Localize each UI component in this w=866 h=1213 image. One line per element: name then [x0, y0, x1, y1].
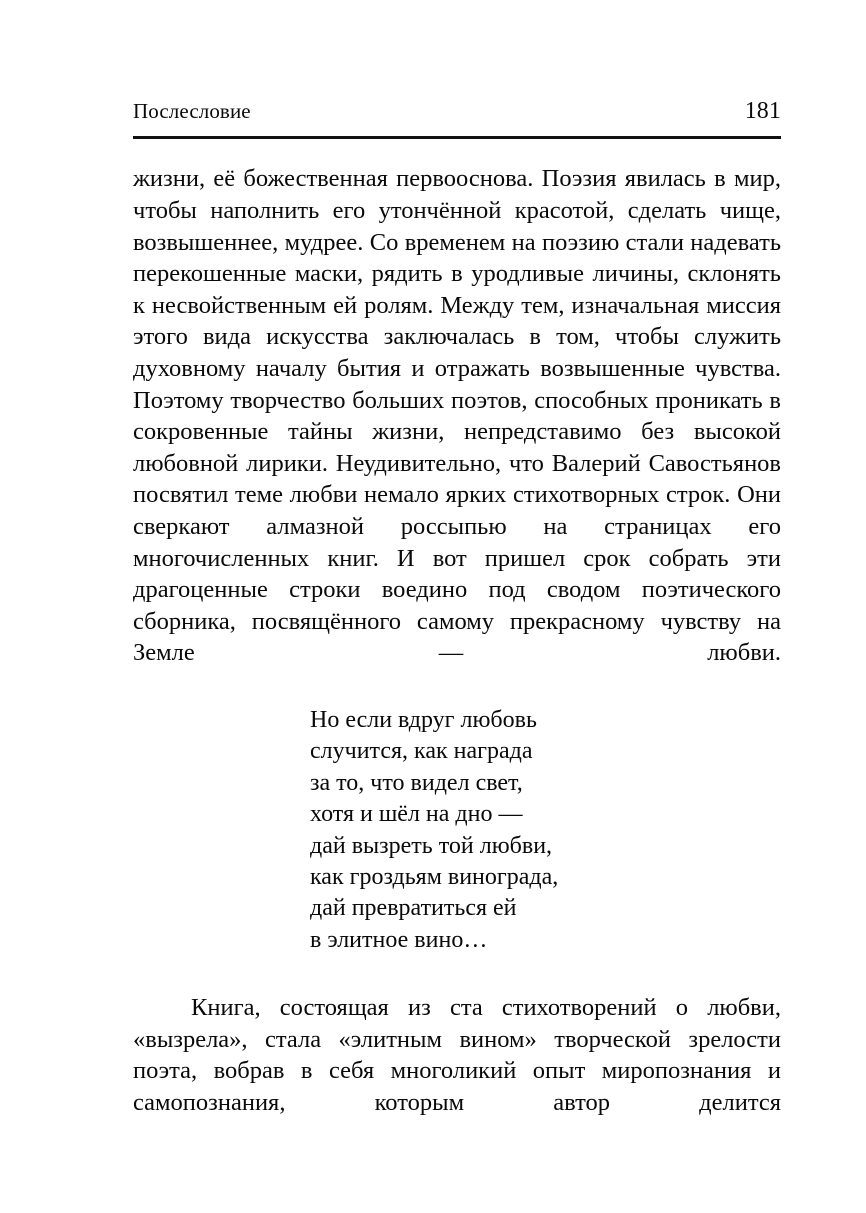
verse-line: случится, как награда: [310, 738, 533, 765]
page-number: 181: [744, 98, 781, 124]
verse-line: хотя и шёл на дно —: [310, 801, 523, 828]
verse-line: за то, что видел свет,: [310, 769, 523, 796]
verse-line: как гроздьям винограда,: [310, 863, 559, 890]
page-content: [133, 98, 781, 1119]
verse-block: [133, 705, 781, 956]
verse-line: Но если вдруг любовь: [310, 706, 537, 733]
body-paragraph-continued: жизни, её божественная первооснова. Поэзия явилась в мир, чтобы наполнить его утончённой красотой, сделать чище, возвышеннее, мудрее. Со временем на поэзию стали надевать перекошенные маски, рядить в уродливые личины, склонять к несвойственным ей ролям. Между тем, изначальная миссия этого вида искусства заключалась в том, чтобы служить духовному началу бытия и отражать возвышенные чувства. Поэтому творчество больших поэтов, способных проникать в сокровенные тайны жизни, непредставимо без высокой любовной лирики. Неудивительно, что Валерий Савостьянов посвятил теме любви немало ярких стихотворных строк. Они сверкают алмазной россыпью на страницах его многочисленных книг. И вот пришел срок собрать эти драгоценные строки воедино под сводом поэтического сборника, посвящённого самому прекрасному чувству на Земле — любви.: [133, 165, 781, 667]
verse-line: дай вызреть той любви,: [310, 832, 553, 859]
running-head: [133, 98, 781, 124]
verse-line: дай превратиться ей: [310, 895, 517, 922]
body-paragraph-final: Книга, состоящая из ста стихотворений о любви, «вызрела», стала «элитным вином» творческой зрелости поэта, вобрав в себя многоликий опыт миропознания и самопознания, которым автор делится: [133, 994, 781, 1116]
running-head-title: Послесловие: [133, 99, 251, 123]
verse-spacer: [133, 956, 781, 992]
header-rule: [133, 136, 781, 139]
verse-line: в элитное вино…: [310, 926, 488, 953]
